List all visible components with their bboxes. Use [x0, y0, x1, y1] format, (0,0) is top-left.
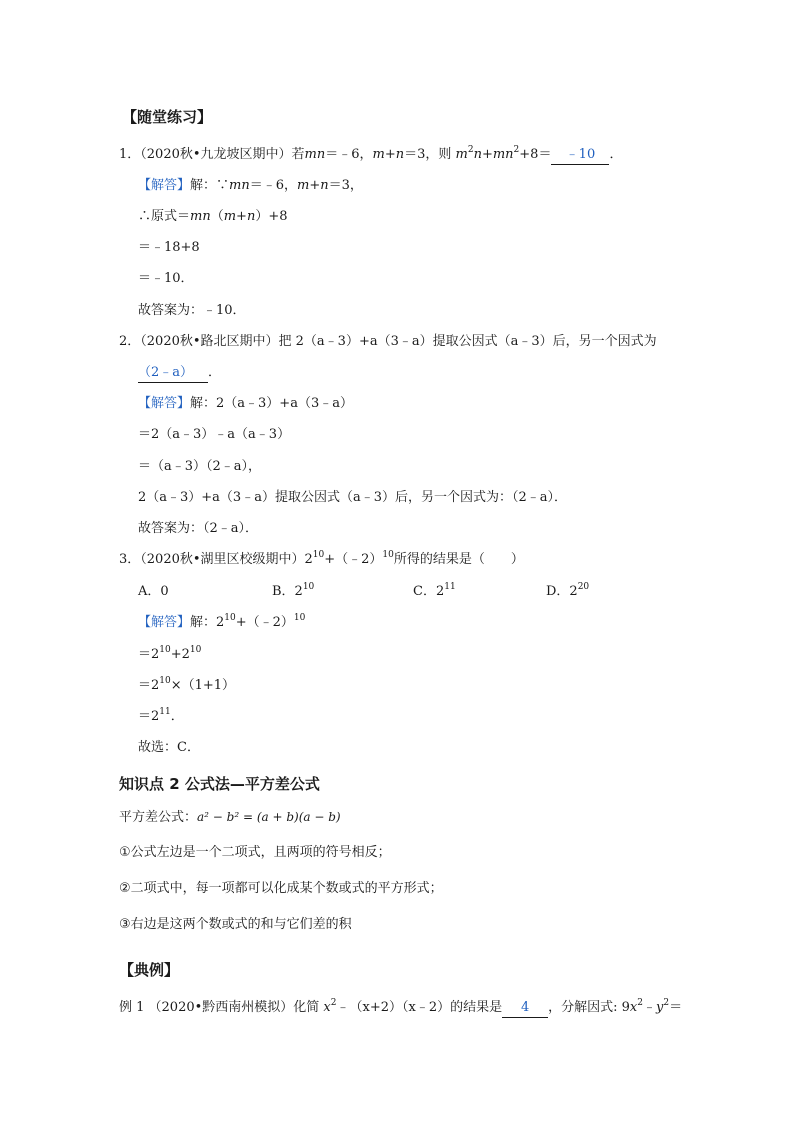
question-2-final-answer: 故答案为：（2﹣a）． — [138, 521, 259, 536]
question-3-solution-line-2: $=2^{10}+2^{10}$ — [138, 645, 202, 662]
question-3-option-b: B．$2^{10}$ — [272, 582, 315, 599]
example-1-stem: 例 1 （2020•黔西南州模拟）化简 $x^2﹣(x+2)(x﹣2)$的结果是 4 ，分解因式: $9x^2﹣y^2=$ — [119, 999, 682, 1018]
knowledge-point-3: ③右边是这两个数或式的和与它们差的积 — [119, 917, 352, 932]
question-1-solution-line-4: ＝﹣10． — [138, 271, 194, 286]
solution-label: 【解答】 — [138, 178, 191, 193]
question-1-final-answer: 故答案为：﹣10． — [138, 303, 246, 318]
question-2-solution-line-1: 【解答】解：2（a﹣3）+a（3﹣a） — [138, 396, 353, 411]
formula-line: 平方差公式：a² − b² = (a + b)(a − b) — [119, 810, 341, 825]
question-2-answer-blank: （2﹣a） — [138, 364, 208, 383]
question-2-stem: 2．（2020秋•路北区期中）把 2（a﹣3）+a（3﹣a）提取公因式（a﹣3）后，另一个因式为 — [119, 334, 657, 349]
question-1-solution-line-3: ＝﹣18+8 — [138, 240, 200, 255]
practice-heading: 【随堂练习】 — [122, 108, 213, 126]
question-2-answer-line: （2﹣a） ． — [138, 364, 221, 383]
knowledge-point-1: ①公式左边是一个二项式，且两项的符号相反； — [119, 845, 391, 860]
example-heading: 【典例】 — [119, 961, 180, 979]
question-3-final-answer: 故选：C． — [138, 740, 200, 755]
question-1-solution-line-2: ∴原式＝mn（m+n）+8 — [138, 209, 288, 224]
question-2-solution-line-4: 2（a﹣3）+a（3﹣a）提取公因式（a﹣3）后，另一个因式为：（2﹣a）． — [138, 490, 568, 505]
knowledge-point-2: ②二项式中，每一项都可以化成某个数或式的平方形式； — [119, 881, 443, 896]
question-3-solution-line-1: 【解答】解：$2^{10}+(﹣2)^{10}$ — [138, 613, 306, 630]
question-3-solution-line-4: $=2^{11}$． — [138, 707, 184, 724]
question-1-stem: 1．（2020秋•九龙坡区期中）若mn＝﹣6，m+n＝3，则 $m^2n+mn^2+8=$ ﹣10 ． — [119, 146, 622, 165]
question-3-option-a: A．0 — [138, 584, 169, 599]
question-2-solution-line-2: ＝2（a﹣3）﹣a（a﹣3） — [138, 427, 291, 442]
question-1-solution-line-1: 【解答】解：∵mn＝﹣6，m+n＝3， — [138, 178, 363, 193]
solution-label: 【解答】 — [138, 396, 191, 411]
question-3-stem: 3．（2020秋•湖里区校级期中）$2^{10}+(﹣2)^{10}$所得的结果是（ ） — [119, 550, 524, 567]
difference-of-squares-formula: a² − b² = (a + b)(a − b) — [197, 810, 341, 824]
knowledge-point-title: 知识点 2 公式法—平方差公式 — [119, 775, 320, 793]
solution-label: 【解答】 — [138, 615, 191, 630]
example-1-answer-blank: 4 — [502, 999, 548, 1018]
question-3-option-c: C．$2^{11}$ — [413, 582, 456, 599]
question-3-solution-line-3: $=2^{10}\times(1+1)$ — [138, 676, 236, 693]
question-2-solution-line-3: ＝（a﹣3）（2﹣a）， — [138, 459, 262, 474]
question-3-option-d: D．$2^{20}$ — [546, 582, 590, 599]
question-1-answer-blank: ﹣10 — [551, 146, 609, 165]
